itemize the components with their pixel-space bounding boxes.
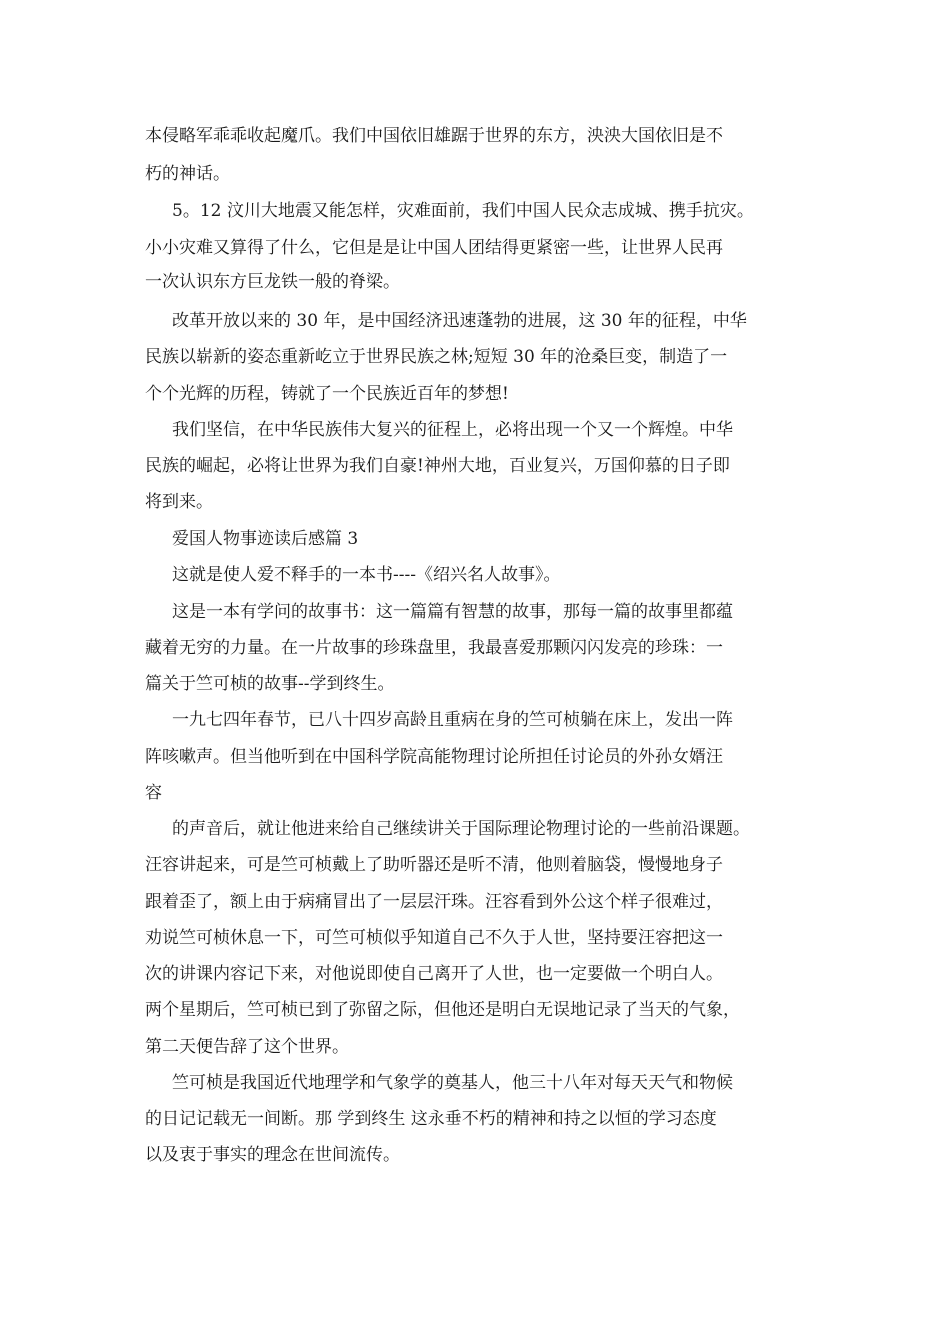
text-line: 篇关于竺可桢的故事--学到终生。 (145, 674, 395, 694)
text-line: 竺可桢是我国近代地理学和气象学的奠基人，他三十八年对每天天气和物候 (172, 1073, 733, 1093)
text-line: 藏着无穷的力量。在一片故事的珍珠盘里，我最喜爱那颗闪闪发亮的珍珠：一 (145, 638, 723, 658)
text-line: 容 (145, 783, 162, 803)
text-line: 这就是使人爱不释手的一本书----《绍兴名人故事》。 (172, 565, 561, 585)
text-line: 第二天便告辞了这个世界。 (145, 1037, 349, 1057)
text-line: 次的讲课内容记下来，对他说即使自己离开了人世，也一定要做一个明白人。 (145, 964, 723, 984)
text-line: 劝说竺可桢休息一下，可竺可桢似乎知道自己不久于人世，坚持要汪容把这一 (145, 928, 723, 948)
text-line: 以及衷于事实的理念在世间流传。 (145, 1145, 400, 1165)
text-line: 5。12 汶川大地震又能怎样，灾难面前，我们中国人民众志成城、携手抗灾。 (172, 201, 754, 221)
text-line: 汪容讲起来，可是竺可桢戴上了助听器还是听不清，他则着脑袋，慢慢地身子 (145, 855, 723, 875)
section-heading: 爱国人物事迹读后感篇 3 (172, 529, 359, 549)
text-line: 改革开放以来的 30 年，是中国经济迅速蓬勃的进展，这 30 年的征程，中华 (172, 311, 747, 331)
text-line: 个个光辉的历程，铸就了一个民族近百年的梦想! (145, 384, 509, 404)
text-line: 本侵略军乖乖收起魔爪。我们中国依旧雄踞于世界的东方，泱泱大国依旧是不 (145, 126, 723, 146)
text-line: 民族以崭新的姿态重新屹立于世界民族之林;短短 30 年的沧桑巨变，制造了一 (145, 347, 728, 367)
text-line: 朽的神话。 (145, 164, 230, 184)
text-line: 的声音后，就让他进来给自己继续讲关于国际理论物理讨论的一些前沿课题。 (172, 819, 750, 839)
text-line: 这是一本有学问的故事书：这一篇篇有智慧的故事，那每一篇的故事里都蕴 (172, 602, 733, 622)
text-line: 我们坚信，在中华民族伟大复兴的征程上，必将出现一个又一个辉煌。中华 (172, 420, 733, 440)
text-line: 两个星期后，竺可桢已到了弥留之际，但他还是明白无误地记录了当天的气象， (145, 1000, 740, 1020)
text-line: 的日记记载无一间断。那 学到终生 这永垂不朽的精神和持之以恒的学习态度 (145, 1109, 717, 1129)
text-line: 小小灾难又算得了什么，它但是是让中国人团结得更紧密一些，让世界人民再 (145, 238, 723, 258)
text-line: 跟着歪了，额上由于病痛冒出了一层层汗珠。汪容看到外公这个样子很难过， (145, 892, 723, 912)
text-line: 一九七四年春节，已八十四岁高龄且重病在身的竺可桢躺在床上，发出一阵 (172, 710, 733, 730)
text-line: 一次认识东方巨龙铁一般的脊梁。 (145, 272, 400, 292)
text-line: 将到来。 (145, 492, 213, 512)
text-line: 阵咳嗽声。但当他听到在中国科学院高能物理讨论所担任讨论员的外孙女婿汪 (145, 747, 723, 767)
text-line: 民族的崛起，必将让世界为我们自豪!神州大地，百业复兴，万国仰慕的日子即 (145, 456, 730, 476)
